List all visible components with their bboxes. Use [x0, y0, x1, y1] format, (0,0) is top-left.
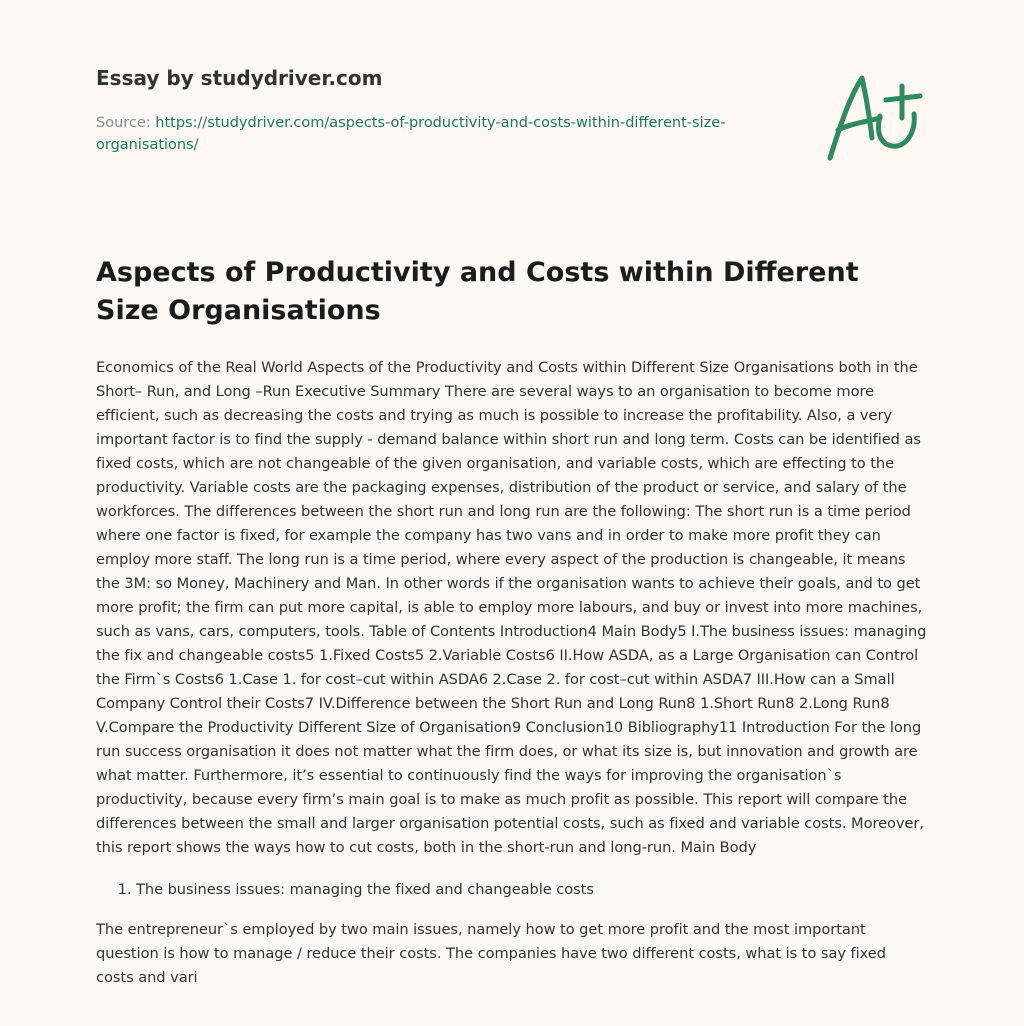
site-title: Essay by studydriver.com — [96, 66, 383, 90]
essay-title: Aspects of Productivity and Costs within Different Size Organisations — [96, 257, 859, 326]
site-header — [96, 64, 776, 156]
essay-paragraph: The entrepreneur`s employed by two main issues, namely how to get more profit and the most important question is how to manage / reduce their costs. The companies have two different costs, what is to say fixed costs and vari — [96, 921, 886, 986]
list-item: 1. The business issues: managing the fixed and changeable costs — [136, 878, 928, 902]
essay-body — [96, 356, 928, 990]
essay-list — [96, 878, 928, 902]
source-link[interactable]: https://studydriver.com/aspects-of-productivity-and-costs-within-different-size-organisations/ — [96, 115, 726, 153]
source-label: Source: — [96, 115, 151, 131]
a-plus-grade-icon — [820, 66, 930, 166]
source-line — [96, 112, 776, 156]
essay-paragraph: Economics of the Real World Aspects of the Productivity and Costs within Different Size Organisations both in the Short– Run, and Long –Run Executive Summary There are several ways to an organisation to become more efficient, such as decreasing the costs and trying as much is possible to increase the profitability. Also, a very important factor is to find the supply - demand balance within short run and long term. Costs can be identified as fixed costs, which are not changeable of the given organisation, and variable costs, which are effecting to the productivity. Variable costs are the packaging expenses, distribution of the product or service, and salary of the workforces. The differences between the short run and long run are the following: The short run is a time period where one factor is fixed, for example the company has two vans and in order to make more profit they can employ more staff. The long run is a time period, where every aspect of the production is changeable, it means the 3M: so Money, Machinery and Man. In other words if the organisation wants to achieve their goals, and to get more profit; the firm can put more capital, is able to employ more labours, and buy or invest into more machines, such as vans, cars, computers, tools. Table of Contents Introduction4 Main Body5 I.The business issues: managing the fix and changeable costs5 1.Fixed Costs5 2.Variable Costs6 II.How ASDA, as a Large Organisation can Control the Firm`s Costs6 1.Case 1. for cost–cut within ASDA6 2.Case 2. for cost–cut within ASDA7 III.How can a Small Company Control their Costs7 IV.Difference between the Short Run and Long Run8 1.Short Run8 2.Long Run8 V.Compare the Productivity Different Size of Organisation9 Conclusion10 Bibliography11 Introduction For the long run success organisation it does not matter what the firm does, or what its size is, but innovation and growth are what matter. Furthermore, it’s essential to continuously find the ways for improving the organisation`s productivity, because every firm’s main goal is to make as much profit as possible. This report will compare the differences between the small and larger organisation potential costs, such as fixed and variable costs. Moreover, this report shows the ways how to cut costs, both in the short-run and long-run. Main Body — [96, 359, 927, 856]
